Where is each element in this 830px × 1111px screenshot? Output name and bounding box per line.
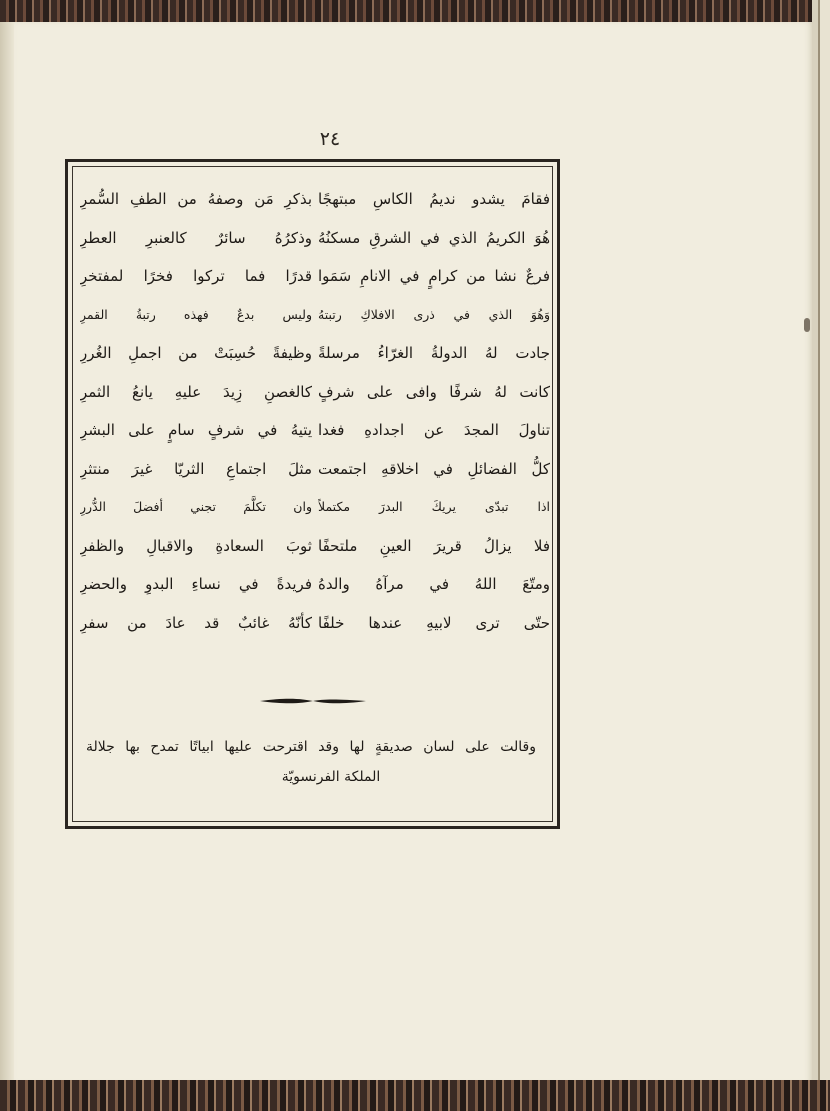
hemistich-left: فريدةً في نساءِ البدوِ والحضرِ [80,575,312,593]
page-number: ٢٤ [319,128,341,150]
hemistich-right: تناولَ المجدَ عن اجدادهِ فغدا [318,421,550,439]
hemistich-left: يتيهُ في شرفٍ سامٍ على البشرِ [80,421,312,439]
binding-edge-bottom [0,1080,830,1111]
hemistich-left: وليس بدعٌ فهذه رتبةُ القمرِ [80,306,312,322]
prose-line: وقالت على لسان صديقةٍ لها وقد اقترحت عليها ابياتًا تمدح بها جلالة [86,739,536,755]
hemistich-right: وَهُوَ الذي في ذرى الافلاكِ رتبتهُ [318,306,550,322]
hemistich-left: كأنّهُ غائبٌ قد عادَ من سفرِ [80,613,312,632]
hemistich-right: كلُّ الفضائلِ في اخلاقهِ اجتمعت [318,459,550,478]
page-gutter [0,22,14,1084]
hemistich-right: ومتّعَ اللهُ في مرآهُ والدهُ [318,575,550,593]
hemistich-left: بذكرِ مَن وصفهُ من الطفِ السُّمرِ [80,190,312,208]
hemistich-right: حتّى ترى لابيهِ عندها خلفًا [318,613,550,632]
hemistich-right: اذا تبدّى يريكَ البدرَ مكتملاً [318,499,550,514]
hemistich-right: جادت لهُ الدولةُ الغرّاءُ مرسلةً [318,344,550,362]
ornamental-divider [258,693,368,709]
hemistich-left: وذكرُهُ سائرٌ كالعنبرِ العطرِ [80,228,312,247]
hemistich-right: هُوَ الكريمُ الذي في الشرقِ مسكنُهُ [318,228,550,247]
page-stack-edge [812,0,830,1111]
hemistich-left: قدرًا فما تركوا فخرًا لمفتخرِ [80,267,312,285]
prose-line: الملكة الفرنسويّة [281,769,381,785]
hemistich-right: فرعٌ نشا من كرامٍ في الانامِ سَمَوا [318,267,550,285]
verse-column-second-hemistich [80,180,312,642]
hemistich-left: كالغصنِ زِيدَ عليهِ يانعُ الثمرِ [80,382,312,401]
margin-mark [804,318,810,332]
hemistich-left: ثوبَ السعادةِ والاقبالِ والظفرِ [80,536,312,555]
hemistich-left: مثلَ اجتماعِ الثريّا غيرَ منتثرِ [80,459,312,478]
verse-column-first-hemistich [318,180,550,642]
prose-introduction [86,732,536,792]
hemistich-right: فقامَ يشدو نديمُ الكاسِ مبتهجًا [318,190,550,208]
hemistich-left: وان تكلَّمَ تجني أفضلَ الدُّررِ [80,499,312,514]
hemistich-right: كانت لهُ شرفًا وافى على شرفٍ [318,382,550,401]
hemistich-right: فلا يزالُ قريرَ العينِ ملتحفًا [318,536,550,555]
hemistich-left: وظيفةً حُسِبَتْ من اجملِ الغُررِ [80,344,312,362]
